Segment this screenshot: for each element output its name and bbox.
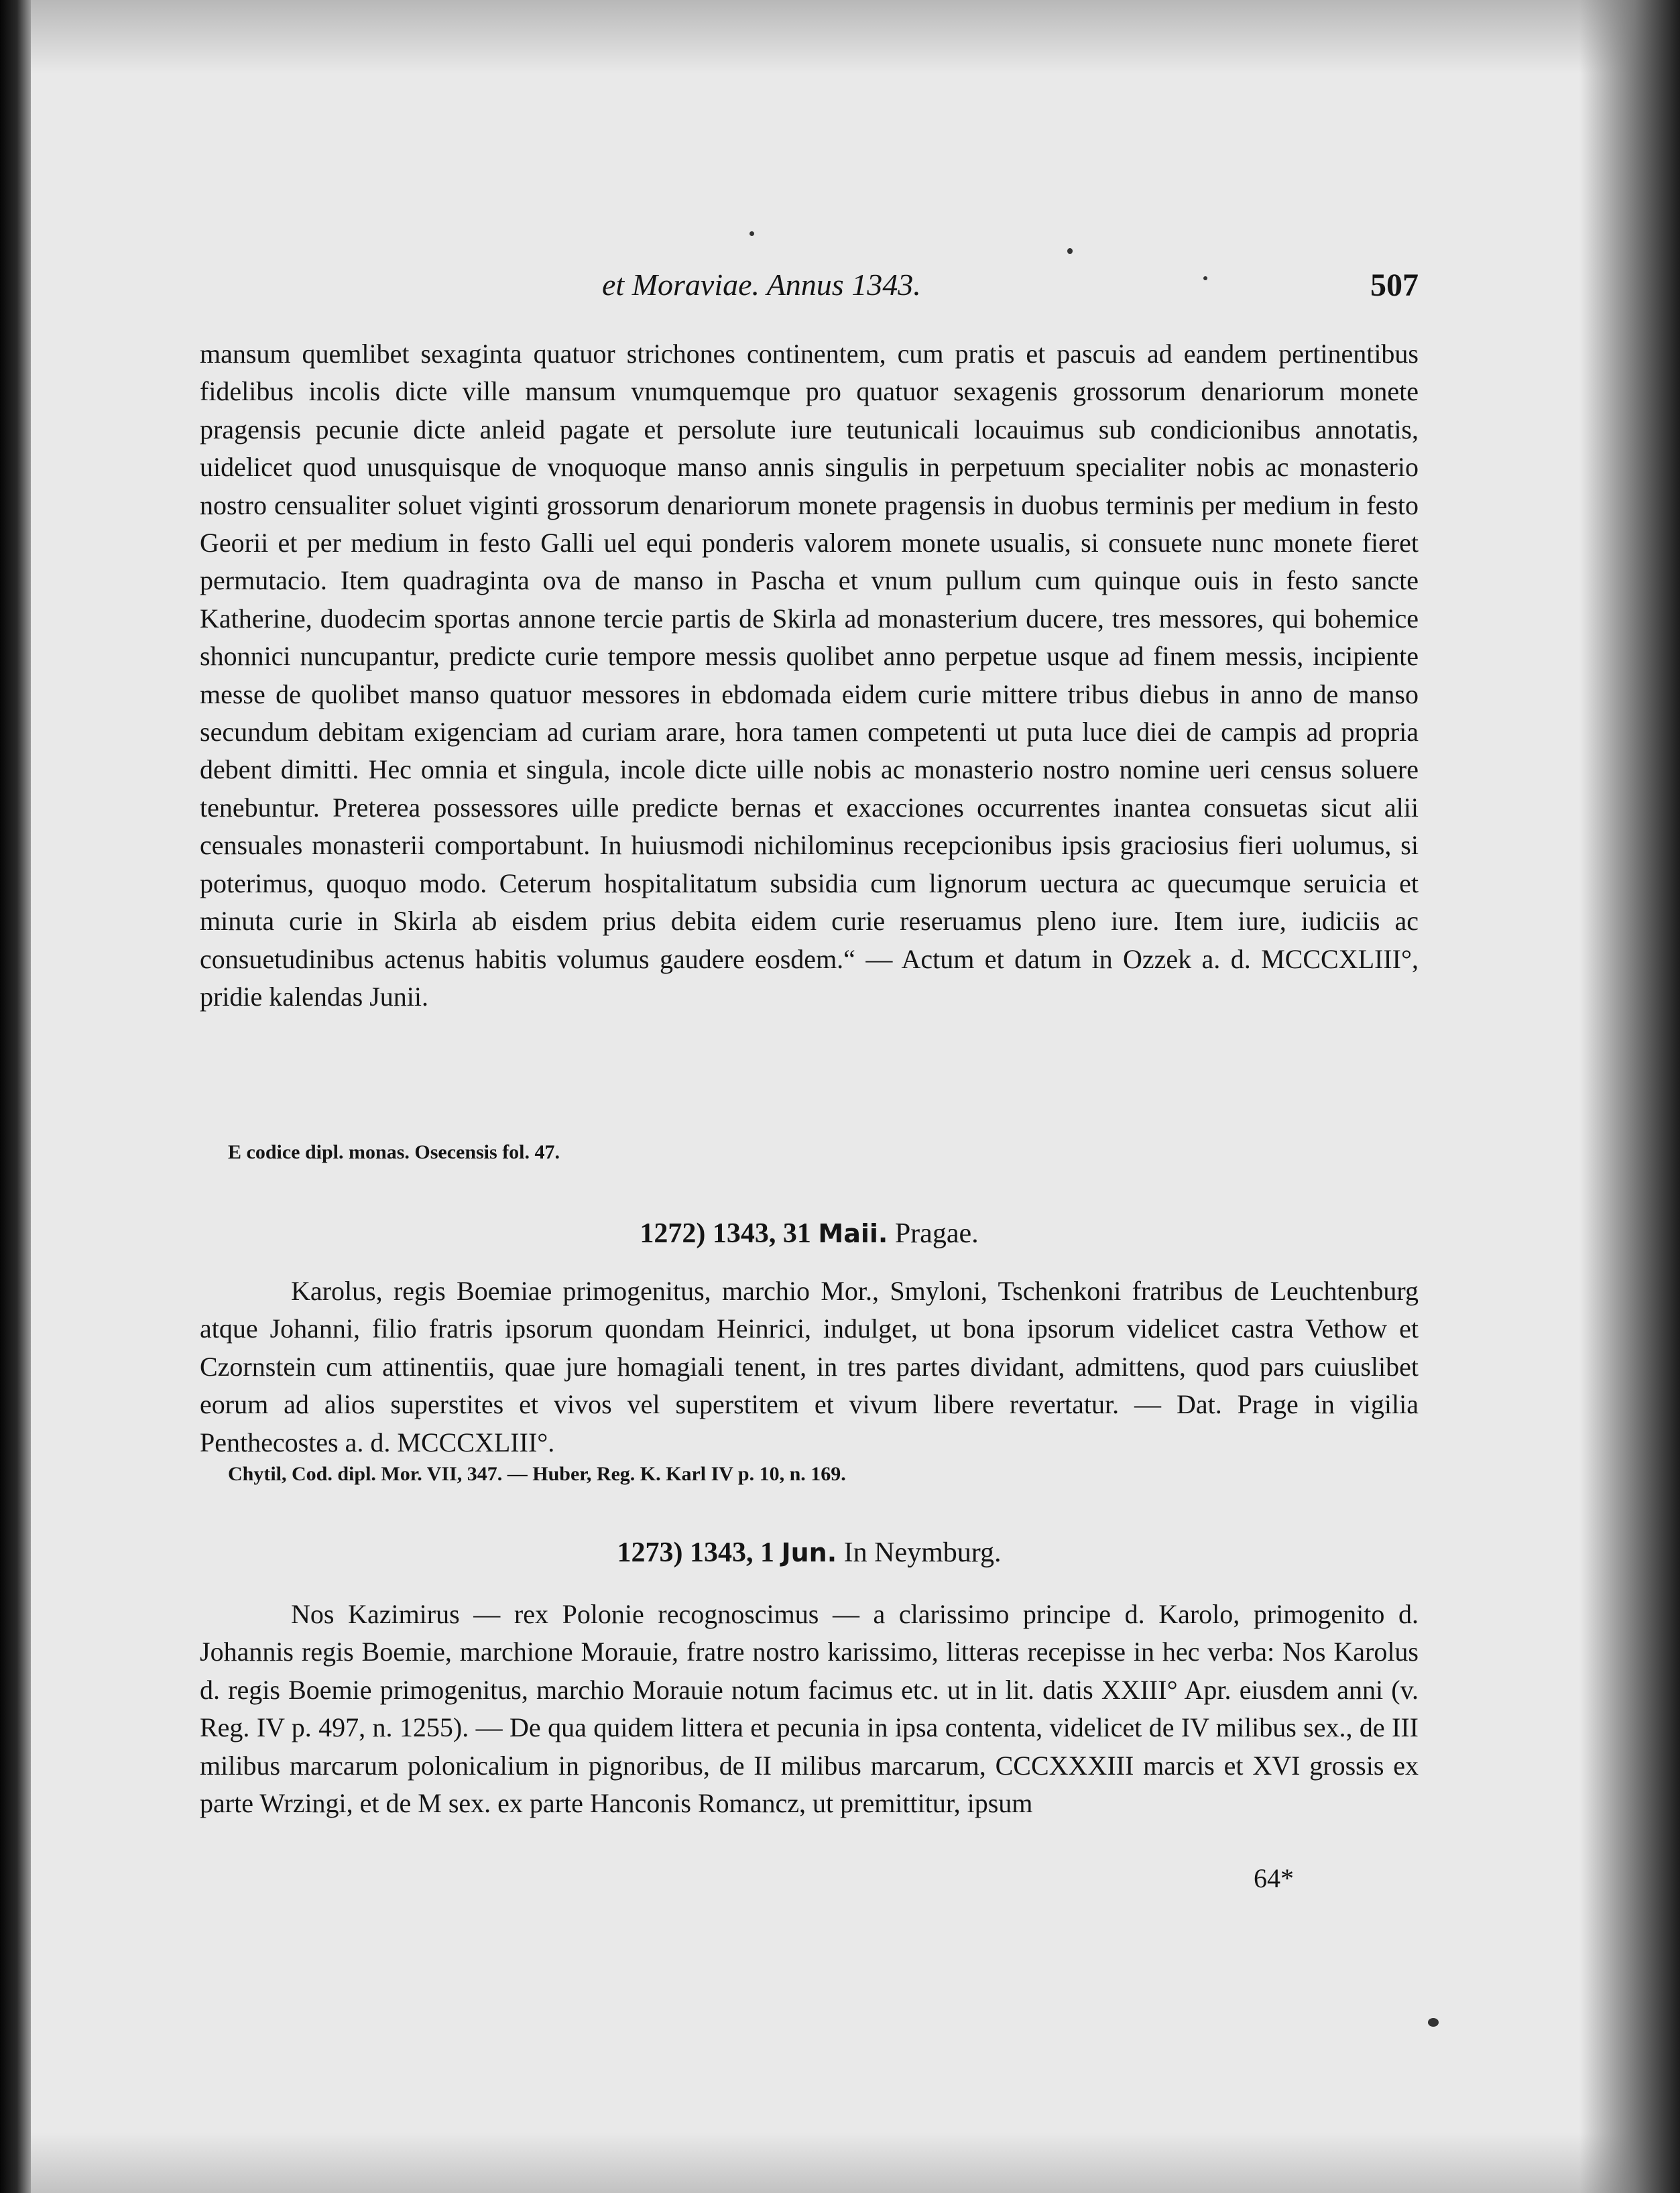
source-note: Chytil, Cod. dipl. Mor. VII, 347. — Huber, Reg. K. Karl IV p. 10, n. 169. — [228, 1463, 846, 1485]
document-text-1273: Nos Kazimirus — rex Polonie recognoscimus — a clarissimo principe d. Karolo, primogenito d. Johannis regis Boemie, marchione Morauie, fratre nostro karissimo, litteras recepisse in hec verba: Nos Karolus d. regis Boemie primogenitus, marchio Morauie notum facimus etc. ut in lit. datis XXIII° Apr. eiusdem anni (v. Reg. IV p. 497, n. 1255). — De qua quidem littera et pecunia in ipsa contenta, videlicet de IV milibus sex., de III milibus marcarum polonicalium in pignoribus, de II milibus marcarum, CCCXXXIII marcis et XVI grossis ex parte Wrzingi, et de M sex. ex parte Hanconis Romancz, ut premittitur, ipsum — [200, 1599, 1419, 1819]
scan-left-edge — [0, 0, 31, 2193]
page-number: 507 — [1370, 268, 1419, 303]
document-date: 1343, 31 — [712, 1218, 811, 1249]
scan-bottom-shadow — [0, 2133, 1680, 2193]
document-month: Jun. — [781, 1538, 837, 1567]
page-header — [200, 267, 1419, 307]
document-place: Pragae. — [894, 1218, 979, 1249]
document-place: In Neymburg. — [843, 1537, 1002, 1568]
document-month: Maii. — [818, 1219, 888, 1248]
document-heading-1272 — [200, 1218, 1419, 1250]
scan-speck — [749, 231, 754, 236]
scan-right-edge — [1579, 0, 1680, 2193]
document-number: 1272) — [640, 1218, 706, 1249]
scan-top-shadow — [0, 0, 1680, 74]
source-note: E codice dipl. monas. Osecensis fol. 47. — [228, 1141, 560, 1163]
document-number: 1273) — [617, 1537, 683, 1568]
signature-mark: 64* — [1254, 1863, 1294, 1893]
scan-speck — [1067, 248, 1073, 254]
document-text-1272: Karolus, regis Boemiae primogenitus, marchio Mor., Smyloni, Tschenkoni fratribus de Leuchtenburg atque Johanni, filio fratris ipsorum quondam Heinrici, indulget, ut bona ipsorum videlicet castra Vethow et Czornstein cum attinentiis, quae jure homagiali tenent, in tres partes dividant, admittens, quod pars cuiuslibet eorum ad alios superstites et vivos vel superstitem et vivum libere revertatur. — Dat. Prage in vigilia Penthecostes a. d. MCCCXLIII°. — [200, 1276, 1419, 1458]
running-head: et Moraviae. Annus 1343. — [602, 268, 921, 302]
document-heading-1273 — [200, 1537, 1419, 1569]
scan-speck — [1428, 2018, 1439, 2027]
continued-text: mansum quemlibet sexaginta quatuor strichones continentem, cum pratis et pascuis ad eandem pertinentibus fidelibus incolis dicte ville mansum vnumquemque pro quatuor sexagenis grossorum denariorum monete pragensis pecunie dicte anleid pagate et persolute iure teutunicali locauimus sub condicionibus annotatis, uidelicet quod unusquisque de vnoquoque manso annis singulis in perpetuum specialiter nobis ac monasterio nostro censualiter soluet viginti grossorum denariorum monete pragensis in duobus terminis per medium in festo Georii et per medium in festo Galli uel equi ponderis valorem monete usualis, si consuete nunc monete fieret permutacio. Item quadraginta ova de manso in Pascha et vnum pullum cum quinque ouis in festo sancte Katherine, duodecim sportas annone tercie partis de Skirla ad monasterium ducere, tres messores, qui bohemice shonnici nuncupantur, predicte curie tempore messis quolibet anno perpetue usque ad finem messis, incipiente messe de quolibet manso quatuor messores in ebdomada eidem curie mittere tribus diebus in anno de manso secundum debitam exigenciam ad curiam arare, hora tamen competenti ut puta luce diei de campis ad propria debent dimitti. Hec omnia et singula, incole dicte uille nobis ac monasterio nostro nomine ueri census soluere tenebuntur. Preterea possessores uille predicte bernas et exacciones occurrentes inantea consuetas sicut alii censuales monasterii comportabunt. In huiusmodi nichilominus recepcionibus ipsis graciosius fieri uolumus, si poterimus, quoquo modo. Ceterum hospitalitatum subsidia cum lignorum uectura ac quecumque seruicia et minuta curie in Skirla ab eisdem prius debita eidem curie reseruamus pleno iure. Item iure, iudiciis ac consuetudinibus actenus habitis volumus gaudere eosdem.“ — Actum et datum in Ozzek a. d. MCCCXLIII°, pridie kalendas Junii. — [200, 339, 1419, 1012]
document-date: 1343, 1 — [689, 1537, 774, 1568]
